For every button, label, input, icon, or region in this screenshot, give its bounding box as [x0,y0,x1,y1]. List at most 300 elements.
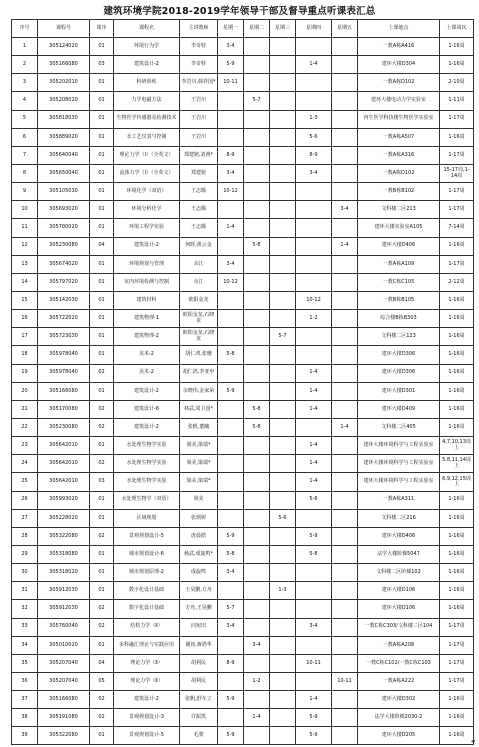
teacher-cell: 余江 [180,255,218,273]
tuesday-cell [244,164,270,182]
thursday-cell [296,672,332,690]
table-row [12,38,474,56]
table-row [12,437,474,455]
monday-cell: 3-4 [218,255,244,273]
section-cell: 04 [90,237,114,255]
course-code-cell: 305230080 [38,418,90,436]
section-cell: 02 [90,691,114,709]
monday-cell: 5-8 [218,346,244,364]
table-row [12,110,474,128]
friday-cell [332,509,358,527]
location-cell: 一教A栋A109 [358,255,440,273]
thursday-cell: 1-4 [296,473,332,491]
course-name-cell: 城市规划设计-6 [114,545,180,563]
monday-cell: 5-9 [218,527,244,545]
thursday-cell: 3-4 [296,618,332,636]
row-number-cell: 27 [12,509,38,527]
monday-cell [218,237,244,255]
course-code-cell: 305010020 [38,636,90,654]
wednesday-cell [270,310,296,328]
row-number-cell: 22 [12,418,38,436]
section-cell: 04 [90,654,114,672]
location-cell: 一教A栋D102 [358,164,440,182]
wednesday-cell [270,273,296,291]
wednesday-cell [270,473,296,491]
teacher-cell: 成旋鸣 [180,564,218,582]
course-code-cell: 305993020 [38,491,90,509]
return-mark-icon: ↵ [471,738,477,745]
location-cell: 文科楼二区216 [358,509,440,527]
monday-cell: 5-9 [218,727,244,745]
tuesday-cell [244,310,270,328]
table-row [12,564,474,582]
weeks-cell: 1-16周 [440,328,474,346]
tuesday-cell: 1-2 [244,672,270,690]
row-number-cell: 28 [12,527,38,545]
wednesday-cell [270,183,296,201]
section-cell: 01 [90,38,114,56]
location-cell: 文科楼二区405 [358,418,440,436]
course-code-cell: 305640040 [38,146,90,164]
monday-cell [218,291,244,309]
friday-cell: 3-4 [332,201,358,219]
course-name-cell: 数字化设计基础 [114,600,180,618]
section-cell: 01 [90,545,114,563]
row-number-cell: 17 [12,328,38,346]
weeks-cell: 1-17周 [440,672,474,690]
row-number-cell: 39 [12,727,38,745]
weeks-cell: 1-17周 [440,146,474,164]
tuesday-cell [244,346,270,364]
thursday-cell: 5-9 [296,727,332,745]
wednesday-cell [270,237,296,255]
course-code-cell: 305105030 [38,183,90,201]
course-name-cell: 建筑设计-2 [114,382,180,400]
course-code-cell: 305166080 [38,691,90,709]
thursday-cell [296,418,332,436]
monday-cell [218,455,244,473]
column-header: 星期五 [332,20,358,38]
course-code-cell: 305889020 [38,128,90,146]
teacher-cell: 胡利民 [180,654,218,672]
course-name-cell: 建筑设计-2 [114,56,180,74]
friday-cell [332,600,358,618]
weeks-cell: 7-14周 [440,219,474,237]
table-row [12,74,474,92]
monday-cell [218,672,244,690]
wednesday-cell [270,164,296,182]
teacher-cell: 李奇特 [180,38,218,56]
tuesday-cell: 3-4 [244,636,270,654]
row-number-cell: 1 [12,38,38,56]
monday-cell: 10-12 [218,183,244,201]
tuesday-cell [244,146,270,164]
table-row [12,509,474,527]
course-name-cell: 环境行为学 [114,38,180,56]
course-code-cell: 305318020 [38,564,90,582]
weeks-cell: 1-16周 [440,128,474,146]
friday-cell [332,255,358,273]
row-number-cell: 3 [12,74,38,92]
course-code-cell: 305207040 [38,672,90,690]
teacher-cell: 王昊鹏,方舟 [180,582,218,600]
friday-cell [332,183,358,201]
course-name-cell: 建筑设计-2 [114,691,180,709]
teacher-cell: 欧阳金龙,石晓龙 [180,328,218,346]
tuesday-cell [244,455,270,473]
table-row [12,691,474,709]
course-code-cell: 305228020 [38,509,90,527]
wednesday-cell: 5-7 [270,328,296,346]
teacher-cell: 梁美,梁瑞* [180,473,218,491]
teacher-cell: 胡仁鸿,李亚申 [180,364,218,382]
course-name-cell: 理论力学（Ⅱ） [114,654,180,672]
section-cell: 01 [90,564,114,582]
thursday-cell: 1-4 [296,400,332,418]
row-number-cell: 9 [12,183,38,201]
weeks-cell: 1-16周 [440,491,474,509]
row-number-cell: 35 [12,654,38,672]
course-code-cell: 305978040 [38,346,90,364]
column-header: 上课地点 [358,20,440,38]
row-number-cell: 16 [12,310,38,328]
monday-cell: 5-9 [218,382,244,400]
location-cell: 建环大楼D205 [358,727,440,745]
teacher-cell: 王岩川 [180,110,218,128]
course-code-cell: 305700020 [38,219,90,237]
teacher-cell: 张炳树 [180,509,218,527]
weeks-cell: 1-16周 [440,527,474,545]
table-row [12,346,474,364]
course-code-cell: 305723030 [38,328,90,346]
thursday-cell: 10-11 [296,654,332,672]
thursday-cell [296,582,332,600]
course-name-cell: 美术-2 [114,346,180,364]
row-number-cell: 15 [12,291,38,309]
teacher-cell: 欧阳金龙,石晓龙 [180,310,218,328]
thursday-cell: 1-4 [296,437,332,455]
wednesday-cell [270,291,296,309]
monday-cell [218,201,244,219]
weeks-cell: 1-17周 [440,183,474,201]
friday-cell [332,291,358,309]
wednesday-cell [270,455,296,473]
friday-cell [332,273,358,291]
tuesday-cell [244,273,270,291]
location-cell: 一教C栋C102/一教C栋C103 [358,654,440,672]
row-number-cell: 12 [12,237,38,255]
friday-cell: 1-4 [332,418,358,436]
location-cell: 建环大楼D302 [358,691,440,709]
section-cell: 01 [90,201,114,219]
table-row [12,672,474,690]
wednesday-cell [270,491,296,509]
section-cell: 01 [90,328,114,346]
monday-cell: 3-4 [218,38,244,56]
column-header: 序号 [12,20,38,38]
course-code-cell: 305722020 [38,310,90,328]
course-name-cell: 环境工程学实验 [114,219,180,237]
course-name-cell: 建筑设计-6 [114,400,180,418]
location-cell: 建环大楼环境科学与工程实验室 [358,473,440,491]
thursday-cell: 1-2 [296,310,332,328]
weeks-cell: 5,8,11,14周上 [440,455,474,473]
location-cell: 建环大楼D106 [358,582,440,600]
row-number-cell: 5 [12,110,38,128]
section-cell: 02 [90,709,114,727]
course-code-cell: 305318080 [38,545,90,563]
wednesday-cell [270,600,296,618]
weeks-cell: 1-16周 [440,709,474,727]
teacher-cell: 谢孩,蒋鸿华 [180,636,218,654]
weeks-cell: 1-16周 [440,727,474,745]
course-code-cell: 305202010 [38,74,90,92]
location-cell: 建环大楼D304 [358,56,440,74]
monday-cell: 10-12 [218,273,244,291]
friday-cell [332,437,358,455]
row-number-cell: 19 [12,364,38,382]
weeks-cell: 1-16周 [440,691,474,709]
thursday-cell [296,564,332,582]
location-cell: 一教A栋A507 [358,128,440,146]
teacher-cell: 向宛田 [180,618,218,636]
location-cell: 一教A栋A311 [358,491,440,509]
weeks-cell: 1-16周 [440,545,474,563]
friday-cell [332,56,358,74]
location-cell: 建环大楼实验室A105 [358,219,440,237]
tuesday-cell [244,38,270,56]
row-number-cell: 38 [12,709,38,727]
table-row [12,400,474,418]
table-row [12,146,474,164]
section-cell: 01 [90,255,114,273]
course-code-cell: 305191080 [38,709,90,727]
teacher-cell: 杨武,成旋鸣* [180,545,218,563]
table-body [12,38,477,745]
course-name-cell: 建筑材料 [114,291,180,309]
wednesday-cell [270,636,296,654]
monday-cell [218,328,244,346]
teacher-cell: 李奇特 [180,56,218,74]
teacher-cell: 王岩川 [180,92,218,110]
tuesday-cell [244,56,270,74]
course-name-cell: 水处理生物学实验 [114,437,180,455]
wednesday-cell [270,146,296,164]
table-row [12,164,474,182]
weeks-cell: 1-16周 [440,600,474,618]
header-row [12,20,474,38]
row-number-cell: 30 [12,564,38,582]
thursday-cell: 5-6 [296,128,332,146]
course-name-cell: 城市规划原理-2 [114,564,180,582]
row-number-cell: 25 [12,473,38,491]
table-row [12,219,474,237]
monday-cell [218,92,244,110]
table-row [12,328,474,346]
course-name-cell: 数字化设计基础 [114,582,180,600]
row-number-cell: 7 [12,146,38,164]
section-cell: 01 [90,164,114,182]
section-cell: 03 [90,473,114,491]
thursday-cell [296,509,332,527]
location-cell: 建环大楼D406 [358,237,440,255]
location-cell: 法学大楼阶梯2030-2 [358,709,440,727]
thursday-cell [296,74,332,92]
monday-cell [218,473,244,491]
teacher-cell: 何晖,黄云金 [180,237,218,255]
wednesday-cell [270,201,296,219]
location-cell: 一教A栋A222 [358,672,440,690]
row-number-cell: 2 [12,56,38,74]
tuesday-cell: 5-8 [244,400,270,418]
weeks-cell: 1-16周 [440,291,474,309]
tuesday-cell [244,183,270,201]
friday-cell [332,74,358,92]
weeks-cell: 15-17周,1-14周 [440,164,474,182]
thursday-cell [296,255,332,273]
column-header: 星期一 [218,20,244,38]
tuesday-cell: 1-4 [244,709,270,727]
course-name-cell: 水工艺仪表与控制 [114,128,180,146]
section-cell: 01 [90,491,114,509]
teacher-cell: 郑建铭,刘燕* [180,146,218,164]
course-name-cell: 景观规划设计-5 [114,527,180,545]
thursday-cell: 1-4 [296,455,332,473]
teacher-cell: 李岩川,韩祥国* [180,74,218,92]
column-header: 主讲教师 [180,20,218,38]
course-name-cell: 景观规划设计-3 [114,709,180,727]
row-number-cell: 24 [12,455,38,473]
row-number-cell: 29 [12,545,38,563]
section-cell: 05 [90,672,114,690]
location-cell: 一教C栋C303/文科楼二区104 [358,618,440,636]
monday-cell [218,491,244,509]
course-name-cell: 结构力学（Ⅱ） [114,618,180,636]
weeks-cell: 1-16周 [440,509,474,527]
friday-cell [332,92,358,110]
teacher-cell: 郑建铭 [180,164,218,182]
thursday-cell: 1-3 [296,110,332,128]
section-cell: 01 [90,437,114,455]
wednesday-cell [270,691,296,709]
wednesday-cell [270,364,296,382]
row-number-cell: 20 [12,382,38,400]
tuesday-cell [244,328,270,346]
course-code-cell: 305693020 [38,201,90,219]
row-number-cell: 26 [12,491,38,509]
location-cell: 建环大楼环境科学与工程实验室 [358,437,440,455]
table-row [12,56,474,74]
wednesday-cell: 5-6 [270,509,296,527]
location-cell: 文科楼二区213 [358,201,440,219]
weeks-cell: 1-16周 [440,582,474,600]
row-number-cell: 18 [12,346,38,364]
friday-cell [332,400,358,418]
weeks-cell: 6,9,12,15周上 [440,473,474,491]
course-code-cell: 305322080 [38,727,90,745]
table-row [12,727,474,745]
tuesday-cell [244,364,270,382]
section-cell: 01 [90,382,114,400]
course-code-cell: 305207040 [38,654,90,672]
friday-cell [332,691,358,709]
section-cell: 02 [90,400,114,418]
row-number-cell: 6 [12,128,38,146]
tuesday-cell: 5-8 [244,237,270,255]
friday-cell [332,382,358,400]
location-cell: 建环大楼D306 [358,346,440,364]
course-code-cell: 305166080 [38,56,90,74]
weeks-cell: 1-16周 [440,310,474,328]
tuesday-cell [244,437,270,455]
monday-cell [218,310,244,328]
thursday-cell [296,273,332,291]
friday-cell [332,491,358,509]
monday-cell [218,110,244,128]
course-code-cell: 305642010 [38,455,90,473]
table-row [12,636,474,654]
tuesday-cell [244,491,270,509]
tuesday-cell [244,219,270,237]
row-number-cell: 34 [12,636,38,654]
thursday-cell: 8-9 [296,146,332,164]
weeks-cell: 2-12周 [440,273,474,291]
section-cell: 02 [90,600,114,618]
monday-cell: 5-7 [218,600,244,618]
thursday-cell: 1-4 [296,364,332,382]
weeks-cell: 1-16周 [440,56,474,74]
section-cell: 01 [90,291,114,309]
table-row [12,545,474,563]
thursday-cell: 5-9 [296,709,332,727]
course-code-cell: 305142030 [38,291,90,309]
thursday-cell [296,328,332,346]
table-row [12,255,474,273]
wednesday-cell [270,545,296,563]
friday-cell [332,128,358,146]
section-cell: 01 [90,92,114,110]
wednesday-cell [270,672,296,690]
thursday-cell: 5-6 [296,491,332,509]
table-row [12,491,474,509]
column-header: 课程号 [38,20,90,38]
thursday-cell [296,237,332,255]
tuesday-cell [244,600,270,618]
location-cell: 一教B栋B105 [358,291,440,309]
monday-cell: 5-9 [218,56,244,74]
thursday-cell [296,38,332,56]
course-name-cell: 建筑设计-2 [114,418,180,436]
row-number-cell: 11 [12,219,38,237]
course-name-cell: 美术-2 [114,364,180,382]
section-cell: 01 [90,509,114,527]
course-name-cell: 环境规划与管理 [114,255,180,273]
table-row [12,237,474,255]
friday-cell [332,164,358,182]
course-code-cell: 305642010 [38,473,90,491]
teacher-cell: 王志腾 [180,183,218,201]
monday-cell: 8-9 [218,654,244,672]
course-code-cell: 305322080 [38,527,90,545]
weeks-cell: 1-17周 [440,110,474,128]
row-number-cell: 23 [12,437,38,455]
teacher-cell: 张帆,舒车立 [180,691,218,709]
course-name-cell: 生物医学传感器及检测技术 [114,110,180,128]
location-cell: 建环大楼电动力学实验室 [358,92,440,110]
friday-cell [332,455,358,473]
course-name-cell: 水处理生物学实验 [114,473,180,491]
table-row [12,382,474,400]
